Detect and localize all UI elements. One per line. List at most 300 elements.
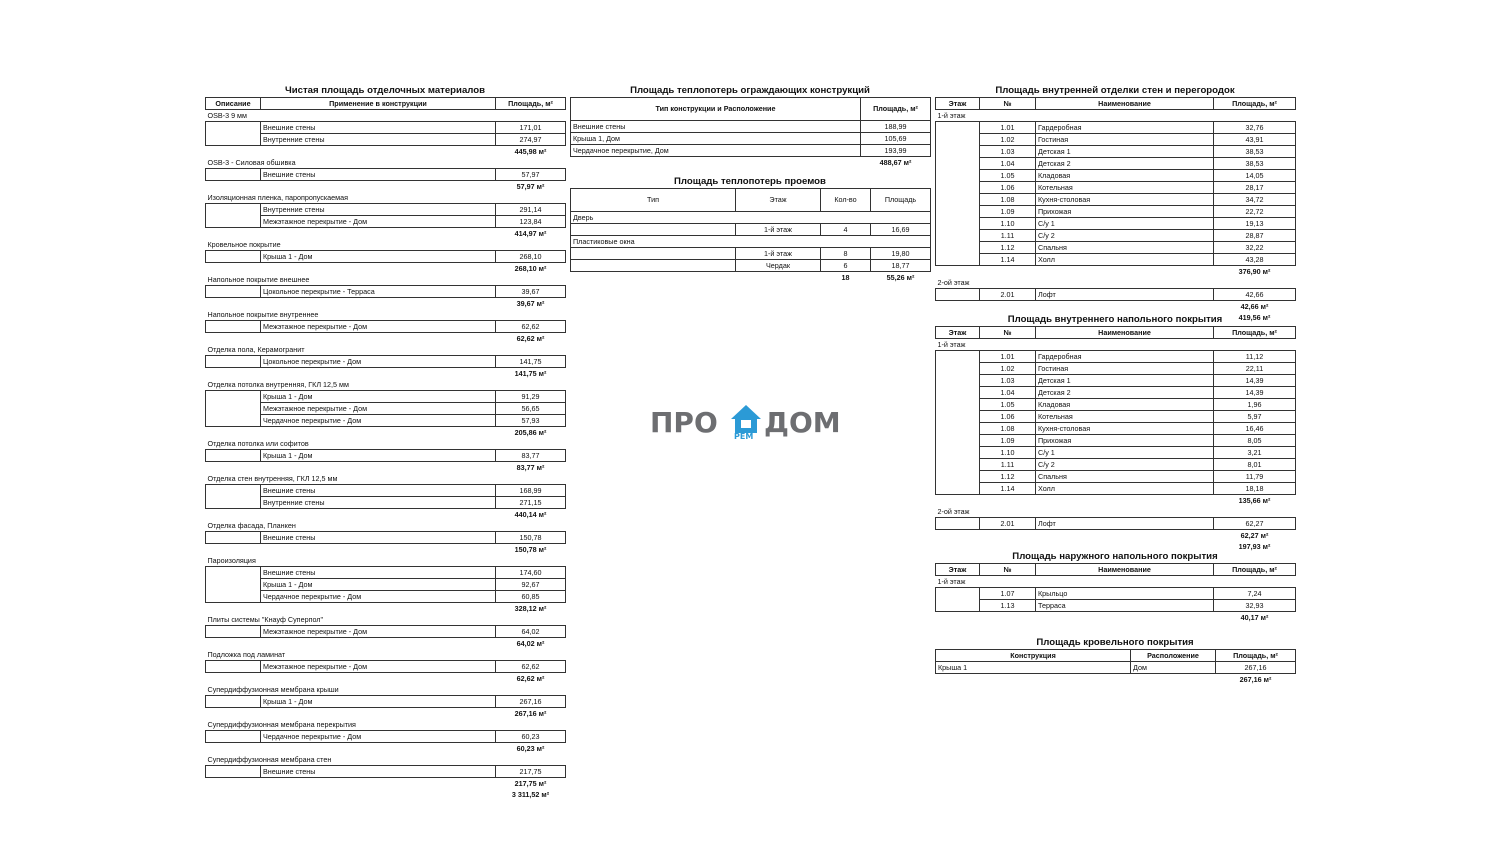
roof-header-construction: Конструкция xyxy=(936,650,1131,662)
material-group-total: 414,97 м² xyxy=(514,228,547,238)
material-total-row xyxy=(206,638,566,650)
material-total-row xyxy=(206,298,566,310)
floors-inner-total-spacer xyxy=(980,495,1036,507)
walls-floor-row xyxy=(936,110,1296,122)
floors-outer-room-number: 1.07 xyxy=(980,588,1036,600)
floors-inner-room-area: 18,18 xyxy=(1214,483,1296,495)
material-group-name: Напольное покрытие внешнее xyxy=(207,274,310,284)
material-item-usage: Крыша 1 - Дом xyxy=(261,391,496,403)
walls-table xyxy=(935,97,1296,323)
floors-inner-room-name: Холл xyxy=(1036,483,1214,495)
material-item-usage: Крыша 1 - Дом xyxy=(261,450,496,462)
openings-total-count: 18 xyxy=(841,272,850,282)
material-total-row xyxy=(206,181,566,193)
floors-outer-header-floor: Этаж xyxy=(936,564,980,576)
material-item-usage: Чердачное перекрытие - Дом xyxy=(261,731,496,743)
openings-total-area: 55,26 м² xyxy=(886,272,915,282)
material-total-spacer xyxy=(206,778,261,790)
material-total-spacer xyxy=(261,603,496,615)
floors-inner-indent xyxy=(936,447,980,459)
material-item-row xyxy=(206,450,566,462)
envelope-type: Внешние стены xyxy=(571,121,861,133)
opening-group-name: Пластиковые окна xyxy=(571,236,931,248)
material-item-area: 267,16 xyxy=(496,696,566,708)
walls-room-area: 42,66 xyxy=(1214,289,1296,301)
opening-count: 6 xyxy=(821,260,871,272)
walls-room-area: 19,13 xyxy=(1214,218,1296,230)
floors-outer-grand-total: 40,17 м² xyxy=(1240,612,1269,622)
walls-indent xyxy=(936,242,980,254)
floors-inner-room-number: 1.14 xyxy=(980,483,1036,495)
material-group-total: 57,97 м² xyxy=(516,181,545,191)
material-total-spacer xyxy=(206,368,261,380)
material-group-total: 268,10 м² xyxy=(514,263,547,273)
material-item-row xyxy=(206,122,566,134)
material-total-spacer xyxy=(206,146,261,158)
floors-inner-indent xyxy=(936,471,980,483)
floors-inner-room-name: Кухня-столовая xyxy=(1036,423,1214,435)
floors-inner-room-row xyxy=(936,471,1296,483)
material-item-indent xyxy=(206,485,261,497)
material-total-spacer xyxy=(261,544,496,556)
floors-inner-room-row xyxy=(936,399,1296,411)
material-total-row xyxy=(206,544,566,556)
walls-room-number: 1.11 xyxy=(980,230,1036,242)
floors-inner-room-area: 62,27 xyxy=(1214,518,1296,530)
material-group-row xyxy=(206,239,566,251)
openings-header-count: Кол-во xyxy=(821,189,871,212)
openings-title: Площадь теплопотерь проемов xyxy=(674,176,826,187)
opening-indent xyxy=(571,248,736,260)
walls-indent xyxy=(936,182,980,194)
walls-room-name: Гостиная xyxy=(1036,134,1214,146)
material-item-indent xyxy=(206,403,261,415)
material-item-area: 60,23 xyxy=(496,731,566,743)
material-group-row xyxy=(206,649,566,661)
material-item-usage: Внешние стены xyxy=(261,169,496,181)
envelope-total-spacer xyxy=(571,157,861,169)
roof-header-area: Площадь, м² xyxy=(1216,650,1296,662)
openings-header-floor: Этаж xyxy=(736,189,821,212)
floors-inner-indent xyxy=(936,351,980,363)
floors-inner-room-number: 1.04 xyxy=(980,387,1036,399)
material-item-usage: Крыша 1 - Дом xyxy=(261,579,496,591)
floors-inner-room-row xyxy=(936,375,1296,387)
envelope-area: 188,99 xyxy=(861,121,931,133)
material-item-row xyxy=(206,485,566,497)
walls-body xyxy=(936,110,1296,324)
floors-inner-total-spacer xyxy=(980,530,1036,542)
opening-indent xyxy=(571,260,736,272)
floors-inner-indent xyxy=(936,423,980,435)
envelope-header-area: Площадь, м² xyxy=(861,98,931,121)
walls-room-name: С/у 1 xyxy=(1036,218,1214,230)
walls-grand-total: 419,56 м² xyxy=(1238,312,1271,322)
floors-outer-total-spacer xyxy=(980,612,1036,624)
floors-inner-body xyxy=(936,339,1296,553)
opening-total-spacer xyxy=(736,272,821,284)
walls-indent xyxy=(936,206,980,218)
floors-outer-header-number: № xyxy=(980,564,1036,576)
material-item-area: 217,75 xyxy=(496,766,566,778)
walls-indent xyxy=(936,218,980,230)
material-total-spacer xyxy=(261,708,496,720)
walls-total-spacer xyxy=(980,266,1036,278)
material-group-row xyxy=(206,473,566,485)
walls-room-number: 1.03 xyxy=(980,146,1036,158)
material-group-total: 39,67 м² xyxy=(516,298,545,308)
material-item-usage: Внешние стены xyxy=(261,567,496,579)
walls-room-row xyxy=(936,218,1296,230)
material-item-indent xyxy=(206,696,261,708)
floors-outer-title: Площадь наружного напольного покрытия xyxy=(1012,551,1218,562)
material-item-row xyxy=(206,321,566,333)
material-group-row xyxy=(206,344,566,356)
walls-indent xyxy=(936,158,980,170)
material-total-spacer xyxy=(206,509,261,521)
envelope-row xyxy=(571,145,931,157)
material-total-row xyxy=(206,427,566,439)
walls-room-row xyxy=(936,242,1296,254)
roof-area: 267,16 xyxy=(1216,662,1296,674)
material-total-spacer xyxy=(206,673,261,685)
material-group-name: Пароизоляция xyxy=(207,555,256,565)
material-item-area: 64,02 xyxy=(496,626,566,638)
material-item-indent xyxy=(206,579,261,591)
floors-inner-room-number: 1.02 xyxy=(980,363,1036,375)
floors-inner-room-name: Детская 2 xyxy=(1036,387,1214,399)
material-item-usage: Межэтажное перекрытие - Дом xyxy=(261,216,496,228)
material-total-spacer xyxy=(206,181,261,193)
material-total-row xyxy=(206,673,566,685)
opening-area: 16,69 xyxy=(871,224,931,236)
material-item-indent xyxy=(206,391,261,403)
material-item-indent xyxy=(206,321,261,333)
walls-indent xyxy=(936,230,980,242)
envelope-section xyxy=(570,85,930,168)
material-total-row xyxy=(206,228,566,240)
walls-room-name: Прихожая xyxy=(1036,206,1214,218)
floors-outer-indent xyxy=(936,600,980,612)
material-group-name: Отделка потолка внутренняя, ГКЛ 12,5 мм xyxy=(207,379,349,389)
floors-inner-floor-row xyxy=(936,339,1296,351)
walls-room-name: Детская 2 xyxy=(1036,158,1214,170)
material-total-row xyxy=(206,509,566,521)
walls-room-row xyxy=(936,254,1296,266)
floors-inner-room-row xyxy=(936,459,1296,471)
floors-inner-indent xyxy=(936,399,980,411)
material-item-area: 60,85 xyxy=(496,591,566,603)
material-item-indent xyxy=(206,450,261,462)
logo-subtext: РЕМ xyxy=(734,432,754,441)
materials-title: Чистая площадь отделочных материалов xyxy=(284,85,486,96)
material-item-row xyxy=(206,532,566,544)
floors-inner-room-row xyxy=(936,483,1296,495)
floors-inner-floor-row xyxy=(936,506,1296,518)
walls-room-row xyxy=(936,289,1296,301)
material-item-usage: Межэтажное перекрытие - Дом xyxy=(261,661,496,673)
material-item-row xyxy=(206,415,566,427)
material-total-spacer xyxy=(261,181,496,193)
material-group-name: Кровельное покрытие xyxy=(207,239,281,249)
floors-inner-total-spacer xyxy=(1036,530,1214,542)
walls-room-number: 1.04 xyxy=(980,158,1036,170)
floors-inner-floor-total: 135,66 м² xyxy=(1238,495,1271,505)
material-item-usage: Межэтажное перекрытие - Дом xyxy=(261,626,496,638)
material-item-indent xyxy=(206,731,261,743)
material-group-total: 217,75 м² xyxy=(514,778,547,788)
floors-inner-indent xyxy=(936,387,980,399)
material-item-area: 56,65 xyxy=(496,403,566,415)
opening-area: 18,77 xyxy=(871,260,931,272)
material-item-indent xyxy=(206,497,261,509)
openings-body xyxy=(571,212,931,284)
material-total-spacer xyxy=(261,673,496,685)
material-total-row xyxy=(206,743,566,755)
material-item-row xyxy=(206,661,566,673)
walls-room-name: Детская 1 xyxy=(1036,146,1214,158)
materials-grand-total: 3 311,52 м² xyxy=(511,789,550,799)
floors-inner-room-name: Лофт xyxy=(1036,518,1214,530)
opening-row xyxy=(571,224,931,236)
walls-room-number: 1.09 xyxy=(980,206,1036,218)
floors-inner-room-row xyxy=(936,351,1296,363)
material-item-row xyxy=(206,251,566,263)
floors-inner-room-row xyxy=(936,518,1296,530)
material-group-row xyxy=(206,274,566,286)
material-group-total: 445,98 м² xyxy=(514,146,547,156)
floors-outer-room-row xyxy=(936,588,1296,600)
material-item-row xyxy=(206,169,566,181)
walls-room-row xyxy=(936,146,1296,158)
floors-inner-room-area: 14,39 xyxy=(1214,387,1296,399)
material-group-total: 328,12 м² xyxy=(514,603,547,613)
material-group-row xyxy=(206,379,566,391)
floors-inner-table xyxy=(935,326,1296,552)
envelope-row xyxy=(571,133,931,145)
material-total-row xyxy=(206,333,566,345)
walls-room-row xyxy=(936,230,1296,242)
floors-inner-floor-total-row xyxy=(936,530,1296,542)
floors-inner-header-area: Площадь, м² xyxy=(1214,327,1296,339)
material-item-indent xyxy=(206,134,261,146)
opening-area: 19,80 xyxy=(871,248,931,260)
material-item-area: 91,29 xyxy=(496,391,566,403)
opening-count: 4 xyxy=(821,224,871,236)
material-item-usage: Цокольное перекрытие - Терраса xyxy=(261,286,496,298)
material-item-indent xyxy=(206,286,261,298)
walls-room-row xyxy=(936,206,1296,218)
walls-room-row xyxy=(936,194,1296,206)
material-item-area: 141,75 xyxy=(496,356,566,368)
openings-header-type: Тип xyxy=(571,189,736,212)
material-group-row xyxy=(206,684,566,696)
material-group-name: Отделка потолка или софитов xyxy=(207,438,309,448)
floors-inner-room-area: 22,11 xyxy=(1214,363,1296,375)
material-item-area: 57,97 xyxy=(496,169,566,181)
material-item-usage: Внешние стены xyxy=(261,766,496,778)
floors-inner-room-name: Котельная xyxy=(1036,411,1214,423)
floors-inner-room-number: 2.01 xyxy=(980,518,1036,530)
material-item-area: 268,10 xyxy=(496,251,566,263)
material-group-name: Отделка пола, Керамогранит xyxy=(207,344,305,354)
floors-inner-room-name: Спальня xyxy=(1036,471,1214,483)
walls-room-number: 1.02 xyxy=(980,134,1036,146)
floors-inner-room-area: 5,97 xyxy=(1214,411,1296,423)
material-total-row xyxy=(206,462,566,474)
material-item-row xyxy=(206,356,566,368)
walls-indent xyxy=(936,254,980,266)
walls-room-number: 1.12 xyxy=(980,242,1036,254)
material-item-row xyxy=(206,591,566,603)
material-group-name: Отделка фасада, Планкен xyxy=(207,520,296,530)
materials-table xyxy=(205,97,566,800)
walls-header-floor: Этаж xyxy=(936,98,980,110)
logo-word-pro: ПРО xyxy=(650,406,718,439)
floors-outer-room-area: 7,24 xyxy=(1214,588,1296,600)
material-group-name: Изоляционная пленка, паропропускаемая xyxy=(207,192,349,202)
material-item-area: 274,97 xyxy=(496,134,566,146)
material-item-row xyxy=(206,696,566,708)
roof-row xyxy=(936,662,1296,674)
floors-outer-room-row xyxy=(936,600,1296,612)
material-group-row xyxy=(206,110,566,122)
walls-total-spacer xyxy=(980,301,1036,313)
material-item-usage: Цокольное перекрытие - Дом xyxy=(261,356,496,368)
walls-room-area: 14,05 xyxy=(1214,170,1296,182)
material-item-usage: Чердачное перекрытие - Дом xyxy=(261,415,496,427)
material-total-row xyxy=(206,778,566,790)
floors-inner-room-area: 14,39 xyxy=(1214,375,1296,387)
floors-outer-table xyxy=(935,563,1296,623)
material-item-indent xyxy=(206,356,261,368)
material-item-indent xyxy=(206,415,261,427)
walls-floor-row xyxy=(936,277,1296,289)
material-item-indent xyxy=(206,661,261,673)
walls-floor-name: 2-ой этаж xyxy=(937,277,970,287)
opening-floor: Чердак xyxy=(736,260,821,272)
material-item-usage: Крыша 1 - Дом xyxy=(261,251,496,263)
material-item-area: 291,14 xyxy=(496,204,566,216)
material-group-name: OSB-3 - Силовая обшивка xyxy=(207,157,296,167)
material-group-name: Супердиффузионная мембрана стен xyxy=(207,754,332,764)
material-item-row xyxy=(206,567,566,579)
material-group-row xyxy=(206,192,566,204)
opening-group-row xyxy=(571,236,931,248)
walls-room-name: Кладовая xyxy=(1036,170,1214,182)
floors-inner-room-area: 8,05 xyxy=(1214,435,1296,447)
material-item-indent xyxy=(206,591,261,603)
material-group-row xyxy=(206,520,566,532)
walls-total-spacer xyxy=(936,301,980,313)
walls-indent xyxy=(936,122,980,134)
walls-room-number: 1.08 xyxy=(980,194,1036,206)
material-item-area: 39,67 xyxy=(496,286,566,298)
walls-room-area: 32,22 xyxy=(1214,242,1296,254)
floors-inner-floor-total-row xyxy=(936,495,1296,507)
material-item-area: 92,67 xyxy=(496,579,566,591)
material-item-usage: Межэтажное перекрытие - Дом xyxy=(261,321,496,333)
material-total-spacer xyxy=(261,263,496,275)
material-item-indent xyxy=(206,532,261,544)
envelope-area: 193,99 xyxy=(861,145,931,157)
roof-total-spacer xyxy=(936,674,1131,686)
floors-inner-room-row xyxy=(936,423,1296,435)
material-group-row xyxy=(206,614,566,626)
walls-room-number: 1.01 xyxy=(980,122,1036,134)
roof-table xyxy=(935,649,1296,685)
envelope-row xyxy=(571,121,931,133)
walls-room-number: 1.05 xyxy=(980,170,1036,182)
walls-room-number: 1.14 xyxy=(980,254,1036,266)
floors-inner-room-row xyxy=(936,447,1296,459)
material-group-name: OSB-3 9 мм xyxy=(207,110,247,120)
material-total-row xyxy=(206,603,566,615)
material-item-usage: Внутренние стены xyxy=(261,134,496,146)
logo-word-dom: ДОМ xyxy=(764,406,841,439)
material-item-row xyxy=(206,134,566,146)
floors-inner-room-name: Кладовая xyxy=(1036,399,1214,411)
floors-inner-header-name: Наименование xyxy=(1036,327,1214,339)
material-group-row xyxy=(206,438,566,450)
floors-inner-indent xyxy=(936,518,980,530)
floors-inner-header-number: № xyxy=(980,327,1036,339)
walls-room-area: 28,17 xyxy=(1214,182,1296,194)
material-total-row xyxy=(206,146,566,158)
material-total-spacer xyxy=(261,778,496,790)
material-group-total: 440,14 м² xyxy=(514,509,547,519)
material-total-spacer xyxy=(206,333,261,345)
material-item-area: 57,93 xyxy=(496,415,566,427)
walls-room-area: 43,28 xyxy=(1214,254,1296,266)
material-item-area: 83,77 xyxy=(496,450,566,462)
roof-title: Площадь кровельного покрытия xyxy=(1036,637,1194,648)
material-item-row xyxy=(206,497,566,509)
walls-room-row xyxy=(936,134,1296,146)
material-item-row xyxy=(206,204,566,216)
walls-indent xyxy=(936,146,980,158)
floors-outer-grand-total-row xyxy=(936,612,1296,624)
opening-group-row xyxy=(571,212,931,224)
material-item-usage: Межэтажное перекрытие - Дом xyxy=(261,403,496,415)
floors-inner-room-name: Гостиная xyxy=(1036,363,1214,375)
floors-inner-room-area: 16,46 xyxy=(1214,423,1296,435)
walls-total-spacer xyxy=(936,266,980,278)
material-total-row xyxy=(206,708,566,720)
material-item-indent xyxy=(206,216,261,228)
walls-indent xyxy=(936,134,980,146)
walls-floor-total-row xyxy=(936,301,1296,313)
envelope-title: Площадь теплопотерь ограждающих конструкций xyxy=(630,85,870,96)
material-total-spacer xyxy=(261,638,496,650)
opening-count: 8 xyxy=(821,248,871,260)
floors-outer-body xyxy=(936,576,1296,624)
material-item-indent xyxy=(206,567,261,579)
floors-inner-room-row xyxy=(936,387,1296,399)
material-group-name: Напольное покрытие внутреннее xyxy=(207,309,319,319)
openings-section xyxy=(570,176,930,283)
material-total-spacer xyxy=(206,263,261,275)
material-item-indent xyxy=(206,169,261,181)
floors-inner-room-name: С/у 2 xyxy=(1036,459,1214,471)
floors-inner-indent xyxy=(936,435,980,447)
floors-inner-room-area: 11,79 xyxy=(1214,471,1296,483)
envelope-type: Чердачное перекрытие, Дом xyxy=(571,145,861,157)
roof-total-row xyxy=(936,674,1296,686)
material-item-usage: Крыша 1 - Дом xyxy=(261,696,496,708)
envelope-body xyxy=(571,121,931,169)
material-total-spacer xyxy=(206,427,261,439)
